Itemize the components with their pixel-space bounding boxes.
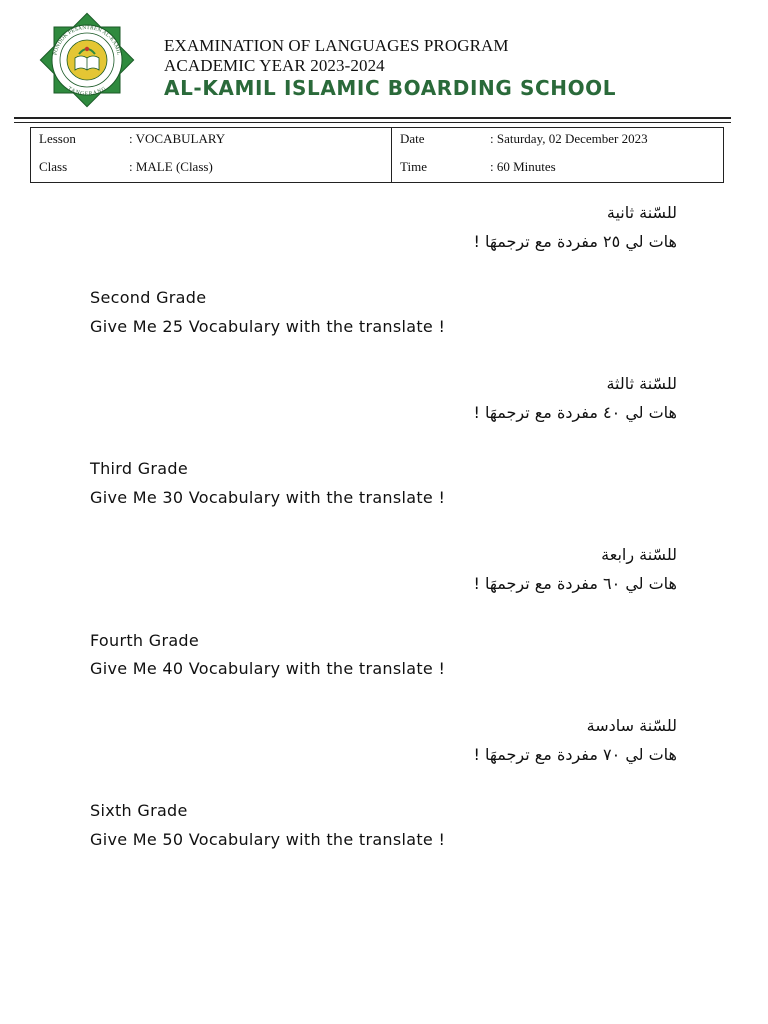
section-arabic-title: للسّنة ثالثة xyxy=(606,374,677,393)
time-label: Time xyxy=(400,159,427,174)
logo-ring-text-top: PONDOK PESANTREN AL-KAMIL xyxy=(52,24,122,56)
section-english-title: Third Grade xyxy=(90,459,188,478)
school-logo-emblem xyxy=(28,12,146,108)
section-arabic-title: للسّنة سادسة xyxy=(586,716,677,735)
time-value: : 60 Minutes xyxy=(490,159,556,174)
section-english-title: Sixth Grade xyxy=(90,801,188,820)
academic-year: ACADEMIC YEAR 2023-2024 xyxy=(164,56,385,75)
school-name: AL-KAMIL ISLAMIC BOARDING SCHOOL xyxy=(164,76,617,100)
class-value: : MALE (Class) xyxy=(129,159,213,174)
section-english-title: Second Grade xyxy=(90,288,207,307)
info-table-divider xyxy=(391,128,392,182)
header-block xyxy=(164,36,616,100)
section-english-instruction: Give Me 50 Vocabulary with the translate ! xyxy=(90,830,446,849)
section-arabic-title: للسّنة رابعة xyxy=(601,545,677,564)
section-arabic-instruction: هات لي ٦٠ مفردة مع ترجمهَا ! xyxy=(473,574,677,593)
lesson-label: Lesson xyxy=(39,131,76,146)
program-title: EXAMINATION OF LANGUAGES PROGRAM xyxy=(164,36,509,55)
section-english-instruction: Give Me 25 Vocabulary with the translate ! xyxy=(90,317,446,336)
exam-info-table xyxy=(30,127,724,183)
section-arabic-instruction: هات لي ٤٠ مفردة مع ترجمهَا ! xyxy=(473,403,677,422)
lesson-value: : VOCABULARY xyxy=(129,131,226,146)
section-english-instruction: Give Me 40 Vocabulary with the translate ! xyxy=(90,659,446,678)
section-arabic-instruction: هات لي ٧٠ مفردة مع ترجمهَا ! xyxy=(473,745,677,764)
section-english-title: Fourth Grade xyxy=(90,631,200,650)
header-divider-thin xyxy=(14,122,731,123)
section-arabic-instruction: هات لي ٢٥ مفردة مع ترجمهَا ! xyxy=(473,232,677,251)
section-arabic-title: للسّنة ثانية xyxy=(606,203,677,222)
date-value: : Saturday, 02 December 2023 xyxy=(490,131,648,146)
header-divider-thick xyxy=(14,117,731,119)
logo-ring-text-bottom: TANGERANG xyxy=(66,85,108,98)
date-label: Date xyxy=(400,131,425,146)
section-english-instruction: Give Me 30 Vocabulary with the translate ! xyxy=(90,488,446,507)
class-label: Class xyxy=(39,159,68,174)
